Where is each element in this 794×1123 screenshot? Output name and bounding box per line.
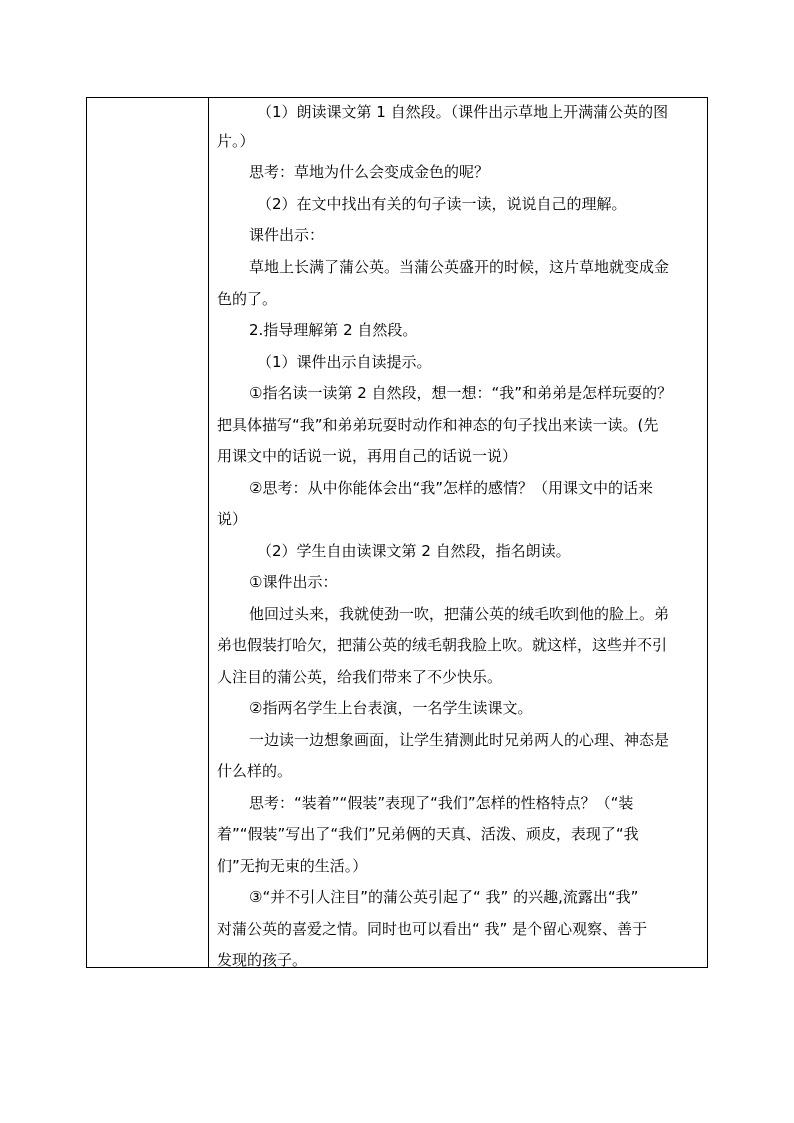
text-line-5: 课件出示： [249, 226, 325, 244]
text-line-8: 2.指导理解第 2 自然段。 [249, 321, 418, 339]
text-line-23: 思考：“装着”“假装”表现了“我们”怎样的性格特点？（“装 [249, 794, 634, 812]
text-line-6: 草地上长满了蒲公英。当蒲公英盛开的时候，这片草地就变成金 [249, 258, 670, 276]
text-line-10: ①指名读一读第 2 自然段，想一想：“我”和弟弟是怎样玩耍的？ [249, 384, 673, 402]
text-line-21: 一边读一边想象画面，让学生猜测此时兄弟两人的心理、神态是 [249, 731, 670, 749]
left-empty-cell [87, 98, 208, 967]
text-line-7: 色的了。 [217, 290, 278, 308]
text-line-16: ①课件出示： [249, 573, 338, 591]
text-line-20: ②指两名学生上台表演，一名学生读课文。 [249, 699, 533, 717]
text-line-12: 用课文中的话说一说，再用自己的话说一说） [217, 447, 518, 465]
text-line-4: （2）在文中找出有关的句子读一读，说说自己的理解。 [257, 195, 627, 213]
text-line-28: 发现的孩子。 [217, 951, 308, 969]
text-line-14: 说） [217, 510, 248, 528]
text-line-9: （1）课件出示自读提示。 [257, 353, 432, 371]
text-line-24: 着”“假装”写出了“我们”兄弟俩的天真、活泼、顽皮，表现了“我 [217, 825, 639, 843]
text-line-2: 片。） [217, 132, 255, 150]
text-line-26: ③“并不引人注目”的蒲公英引起了“ 我” 的兴趣,流露出“我” [249, 888, 639, 906]
text-line-13: ②思考：从中你能体会出“我”怎样的感情？（用课文中的话来 [249, 479, 653, 497]
text-line-27: 对蒲公英的喜爱之情。同时也可以看出“ 我” 是个留心观察、善于 [217, 920, 648, 938]
text-line-19: 人注目的蒲公英，给我们带来了不少快乐。 [217, 668, 503, 686]
text-line-18: 弟也假装打哈欠，把蒲公英的绒毛朝我脸上吹。就这样，这些并不引 [217, 636, 668, 654]
text-line-3: 思考：草地为什么会变成金色的呢？ [249, 163, 490, 181]
text-line-22: 什么样的。 [217, 762, 293, 780]
lesson-table [86, 97, 708, 968]
lesson-content-cell [209, 98, 707, 967]
text-line-25: 们”无拘无束的生活。） [217, 857, 368, 875]
text-line-17: 他回过头来，我就使劲一吹，把蒲公英的绒毛吹到他的脸上。弟 [249, 605, 670, 623]
text-line-11: 把具体描写“我”和弟弟玩耍时动作和神态的句子找出来读一读。(先 [217, 416, 659, 434]
text-line-15: （2）学生自由读课文第 2 自然段，指名朗读。 [257, 542, 571, 560]
text-line-1: （1）朗读课文第 1 自然段。（课件出示草地上开满蒲公英的图 [257, 103, 669, 121]
